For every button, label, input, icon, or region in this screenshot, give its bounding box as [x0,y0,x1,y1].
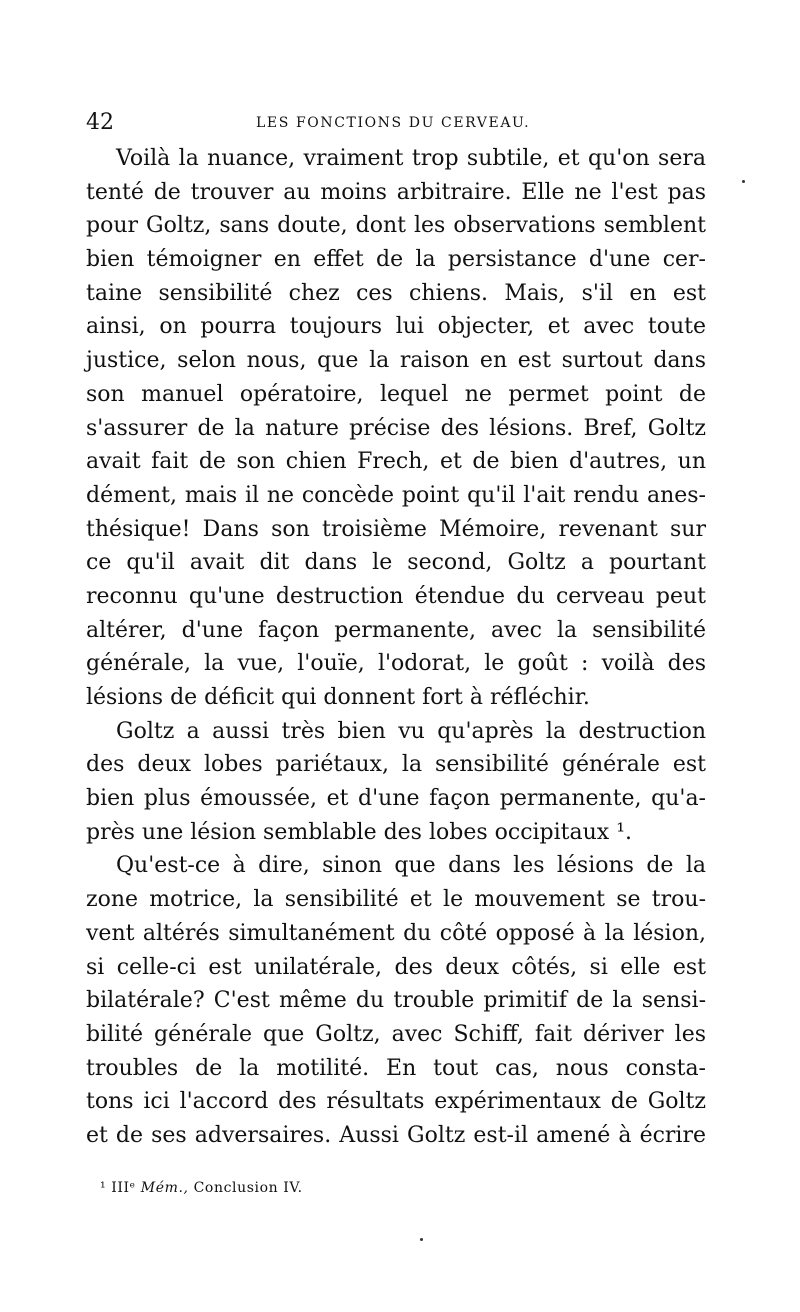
text-line: bilatérale? C'est même du trouble primitif de la sensi- [86,988,706,1014]
text-line: des deux lobes pariétaux, la sensibilité générale est [86,752,706,778]
text-line: zone motrice, la sensibilité et le mouvement se trou- [86,887,706,913]
text-line: tons ici l'accord des résultats expérimentaux de Goltz [86,1089,706,1115]
text-line: bien témoigner en effet de la persistance d'une cer- [86,247,706,273]
paper-speck [742,180,745,183]
text-line: ainsi, on pourra toujours lui objecter, et avec toute [86,314,706,340]
text-line: avait fait de son chien Frech, et de bien d'autres, un [86,449,706,475]
footnote [100,1176,303,1200]
footnote-ref: IIIᵉ [111,1180,136,1196]
text-line: bien plus émoussée, et d'une façon permanente, qu'a- [86,786,706,812]
footnote-ref-italic: Mém., [140,1180,189,1196]
footnote-marker: ¹ [100,1180,107,1196]
text-line: troubles de la motilité. En tout cas, nous consta- [86,1055,706,1081]
body-text [86,142,706,1153]
text-line: et de ses adversaires. Aussi Goltz est-il amené à écrire [86,1122,706,1148]
text-line: altérer, d'une façon permanente, avec la sensibilité [86,617,706,643]
text-line: justice, selon nous, que la raison en est surtout dans [86,348,706,374]
paper-speck [420,1238,423,1241]
text-line: Voilà la nuance, vraiment trop subtile, et qu'on sera [116,146,706,171]
text-line: lésions de déficit qui donnent fort à réfléchir. [86,685,590,710]
text-line: thésique! Dans son troisième Mémoire, revenant sur [86,516,706,542]
text-line: pour Goltz, sans doute, dont les observations semblent [86,213,706,239]
text-line: vent altérés simultanément du côté opposé à la lésion, [86,920,706,946]
text-line: près une lésion semblable des lobes occipitaux ¹. [86,819,633,845]
text-line: reconnu qu'une destruction étendue du cerveau peut [86,583,706,609]
running-title: LES FONCTIONS DU CERVEAU. [256,115,531,131]
text-line: tenté de trouver au moins arbitraire. Elle ne l'est pas [86,179,706,205]
text-line: dément, mais il ne concède point qu'il l'ait rendu anes- [86,482,706,508]
footnote-text: Conclusion IV. [193,1180,303,1196]
page-number: 42 [86,110,114,135]
text-line: Goltz a aussi très bien vu qu'après la destruction [116,718,706,744]
text-line: s'assurer de la nature précise des lésions. Bref, Goltz [86,415,706,441]
text-line: si celle-ci est unilatérale, des deux côtés, si elle est [86,954,706,980]
text-line: ce qu'il avait dit dans le second, Goltz a pourtant [86,550,706,576]
text-line: son manuel opératoire, lequel ne permet point de [86,381,706,407]
text-line: taine sensibilité chez ces chiens. Mais, s'il en est [86,280,706,306]
text-line: bilité générale que Goltz, avec Schiff, fait dériver les [86,1021,706,1047]
text-line: générale, la vue, l'ouïe, l'odorat, le goût : voilà des [86,651,706,677]
text-line: Qu'est-ce à dire, sinon que dans les lésions de la [116,853,706,879]
